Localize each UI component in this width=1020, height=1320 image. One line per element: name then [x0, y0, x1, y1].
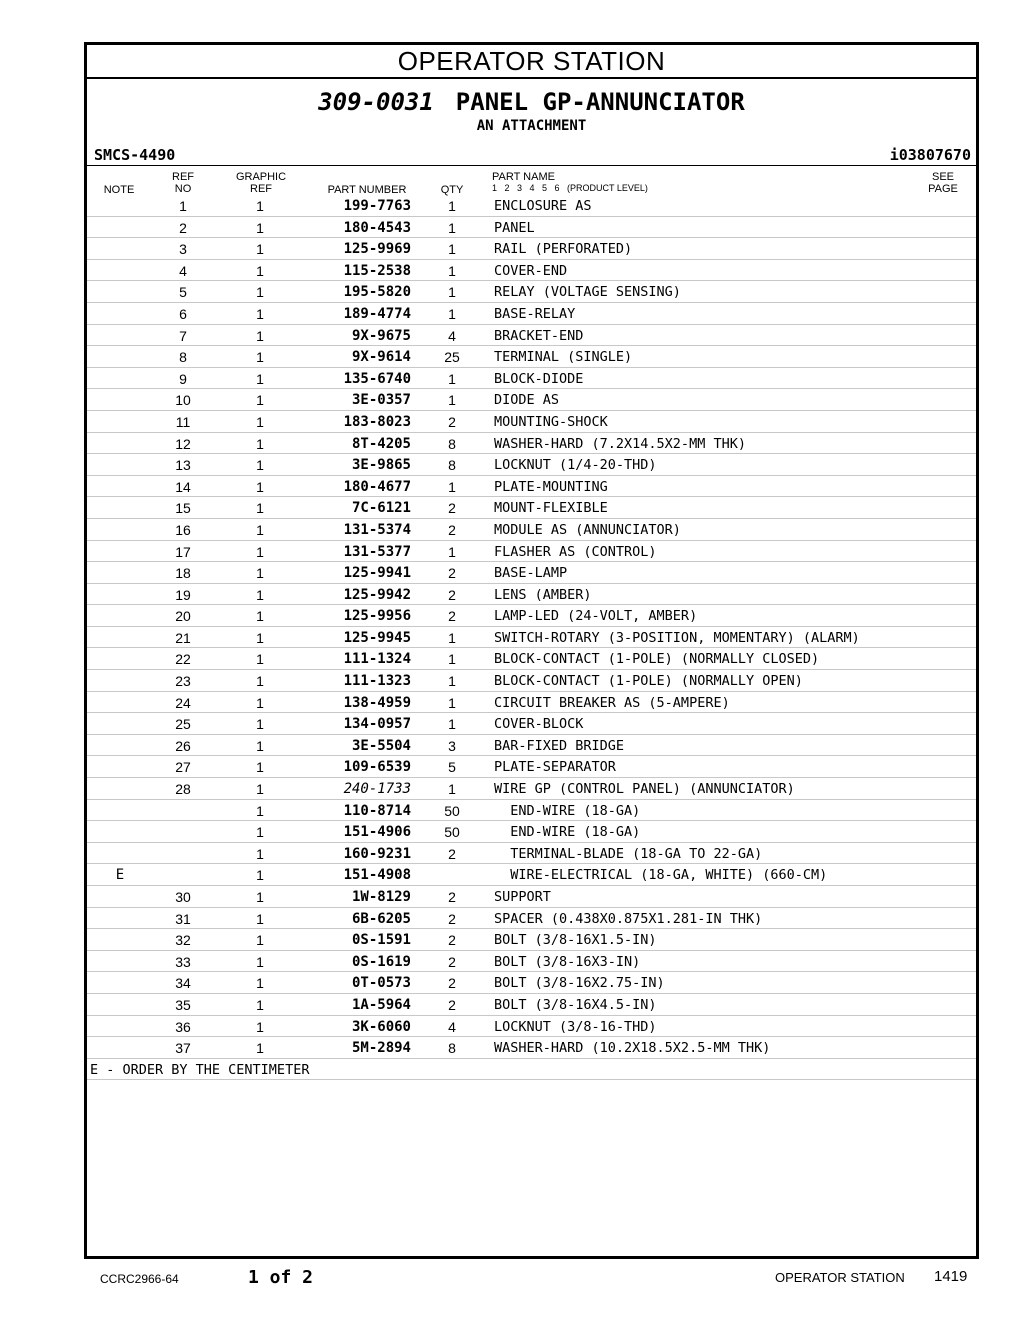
- row-graphic-ref: 1: [256, 889, 264, 905]
- row-ref-no: 11: [175, 413, 191, 430]
- row-qty: 1: [448, 370, 456, 387]
- row-part-number: 125-9941: [343, 565, 411, 582]
- row-ref-no: 28: [175, 781, 191, 798]
- table-row: [87, 821, 976, 843]
- row-graphic-ref: 1: [256, 824, 264, 841]
- row-part-name: BLOCK-CONTACT (1-POLE) (NORMALLY CLOSED): [494, 651, 820, 668]
- row-ref-no: 21: [175, 629, 191, 646]
- row-ref-no: 23: [175, 673, 191, 690]
- row-ref-no: 24: [175, 694, 191, 711]
- row-part-number: 111-1324: [343, 651, 411, 668]
- row-ref-no: 26: [175, 737, 191, 754]
- row-qty: 2: [448, 500, 456, 517]
- doc-code: CCRC2966-64: [100, 1272, 179, 1286]
- smcs-code: SMCS-4490: [94, 146, 176, 164]
- row-part-number: 189-4774: [343, 305, 411, 322]
- row-qty: 50: [444, 824, 460, 841]
- row-graphic-ref: 1: [256, 586, 264, 603]
- row-part-name: BAR-FIXED BRIDGE: [494, 737, 625, 754]
- row-part-name: PLATE-SEPARATOR: [494, 759, 616, 776]
- row-part-name: TERMINAL (SINGLE): [494, 349, 633, 366]
- row-part-name: MOUNTING-SHOCK: [494, 413, 608, 430]
- row-part-number: 135-6740: [343, 370, 411, 387]
- row-graphic-ref: 1: [256, 219, 264, 236]
- row-qty: 1: [448, 262, 456, 279]
- table-row: [87, 519, 976, 541]
- row-graphic-ref: 1: [256, 673, 264, 690]
- row-part-name: END-WIRE (18-GA): [494, 802, 641, 819]
- table-row: [87, 713, 976, 735]
- row-part-number: 151-4908: [343, 867, 411, 884]
- parts-list-frame: [84, 42, 979, 1259]
- row-qty: 1: [448, 781, 456, 798]
- table-row: [87, 346, 976, 368]
- row-graphic-ref: 1: [256, 327, 264, 344]
- row-graphic-ref: 1: [256, 305, 264, 322]
- row-qty: 2: [448, 975, 456, 992]
- row-graphic-ref: 1: [256, 651, 264, 668]
- row-qty: 2: [448, 413, 456, 430]
- col-graphic-top: GRAPHIC: [235, 171, 287, 183]
- row-part-number: 9X-9675: [351, 327, 411, 344]
- row-part-number: 125-9969: [343, 241, 411, 258]
- table-row: [87, 411, 976, 433]
- footer-station: OPERATOR STATION: [775, 1270, 905, 1285]
- group-name: PANEL GP-ANNUNCIATOR: [455, 88, 745, 116]
- row-part-name: PANEL: [494, 219, 535, 236]
- col-see-top: SEE: [931, 171, 954, 183]
- row-graphic-ref: 1: [256, 392, 264, 409]
- row-graphic-ref: 1: [256, 284, 264, 301]
- row-part-name: LOCKNUT (3/8-16-THD): [494, 1018, 657, 1035]
- row-part-name: TERMINAL-BLADE (18-GA TO 22-GA): [494, 845, 763, 862]
- row-ref-no: 4: [179, 262, 187, 279]
- row-qty: 8: [448, 457, 456, 474]
- col-part-number: PART NUMBER: [327, 184, 407, 196]
- row-graphic-ref: 1: [256, 370, 264, 387]
- row-graphic-ref: 1: [256, 241, 264, 258]
- row-ref-no: 31: [175, 910, 191, 927]
- row-part-name: WASHER-HARD (7.2X14.5X2-MM THK): [494, 435, 746, 452]
- row-qty: 2: [448, 608, 456, 625]
- row-graphic-ref: 1: [256, 932, 264, 949]
- row-graphic-ref: 1: [256, 198, 264, 214]
- row-qty: 2: [448, 932, 456, 949]
- page-number: 1419: [934, 1268, 968, 1285]
- row-graphic-ref: 1: [256, 521, 264, 538]
- col-product-level: 1 2 3 4 5 6 (PRODUCT LEVEL): [492, 183, 648, 193]
- row-note: E: [115, 867, 125, 884]
- col-qty: QTY: [440, 184, 464, 196]
- row-qty: 2: [448, 910, 456, 927]
- station-title: OPERATOR STATION: [87, 45, 976, 79]
- header-divider: [87, 165, 976, 166]
- col-note: NOTE: [103, 184, 135, 196]
- table-row: [87, 1037, 976, 1059]
- col-graphic-bottom: REF: [250, 183, 272, 195]
- row-part-number: 110-8714: [343, 802, 411, 819]
- group-number: 309-0031: [318, 88, 434, 116]
- row-part-name: SUPPORT: [494, 889, 551, 905]
- row-qty: 2: [448, 996, 456, 1013]
- row-part-number: 195-5820: [343, 284, 411, 301]
- row-part-name: RAIL (PERFORATED): [494, 241, 633, 258]
- row-ref-no: 34: [175, 975, 191, 992]
- table-row: [87, 843, 976, 865]
- row-part-name: WIRE-ELECTRICAL (18-GA, WHITE) (660-CM): [494, 867, 828, 884]
- row-part-number: 131-5374: [343, 521, 411, 538]
- row-part-name: BOLT (3/8-16X4.5-IN): [494, 996, 657, 1013]
- row-part-name: SPACER (0.438X0.875X1.281-IN THK): [494, 910, 763, 927]
- table-row: [87, 389, 976, 411]
- row-ref-no: 14: [175, 478, 191, 495]
- row-qty: 1: [448, 478, 456, 495]
- row-part-number: 115-2538: [343, 262, 411, 279]
- row-graphic-ref: 1: [256, 694, 264, 711]
- row-qty: 2: [448, 565, 456, 582]
- row-graphic-ref: 1: [256, 413, 264, 430]
- row-graphic-ref: 1: [256, 435, 264, 452]
- row-ref-no: 13: [175, 457, 191, 474]
- table-row: [87, 325, 976, 347]
- row-part-name: WASHER-HARD (10.2X18.5X2.5-MM THK): [494, 1040, 771, 1057]
- row-ref-no: 25: [175, 716, 191, 733]
- row-ref-no: 16: [175, 521, 191, 538]
- row-part-name: END-WIRE (18-GA): [494, 824, 641, 841]
- footnote-row: [87, 1059, 976, 1081]
- row-ref-no: 10: [175, 392, 191, 409]
- row-qty: 5: [448, 759, 456, 776]
- row-qty: 1: [448, 716, 456, 733]
- row-part-name: WIRE GP (CONTROL PANEL) (ANNUNCIATOR): [494, 781, 795, 798]
- row-graphic-ref: 1: [256, 1040, 264, 1057]
- table-row: [87, 238, 976, 260]
- table-row: [87, 692, 976, 714]
- table-row: [87, 476, 976, 498]
- table-row: [87, 951, 976, 973]
- table-row: [87, 281, 976, 303]
- table-row: [87, 929, 976, 951]
- row-part-name: FLASHER AS (CONTROL): [494, 543, 657, 560]
- row-part-name: LAMP-LED (24-VOLT, AMBER): [494, 608, 698, 625]
- row-part-name: BOLT (3/8-16X3-IN): [494, 953, 641, 970]
- row-part-name: LOCKNUT (1/4-20-THD): [494, 457, 657, 474]
- row-ref-no: 15: [175, 500, 191, 517]
- row-qty: 3: [448, 737, 456, 754]
- row-part-number: 180-4543: [343, 219, 411, 236]
- table-row: [87, 670, 976, 692]
- row-part-number: 3E-9865: [351, 457, 411, 474]
- row-part-number: 3K-6060: [351, 1018, 411, 1035]
- table-row: [87, 972, 976, 994]
- row-part-name: BOLT (3/8-16X2.75-IN): [494, 975, 665, 992]
- row-graphic-ref: 1: [256, 608, 264, 625]
- row-part-number: 134-0957: [343, 716, 411, 733]
- row-part-name: BASE-RELAY: [494, 305, 576, 322]
- table-row: [87, 497, 976, 519]
- table-row: [87, 756, 976, 778]
- footnote: E - ORDER BY THE CENTIMETER: [90, 1061, 310, 1078]
- row-part-number: 138-4959: [343, 694, 411, 711]
- row-graphic-ref: 1: [256, 975, 264, 992]
- row-part-number: 199-7763: [343, 198, 411, 214]
- row-ref-no: 35: [175, 996, 191, 1013]
- row-ref-no: 36: [175, 1018, 191, 1035]
- row-graphic-ref: 1: [256, 543, 264, 560]
- row-part-name: LENS (AMBER): [494, 586, 592, 603]
- row-qty: 1: [448, 392, 456, 409]
- row-qty: 25: [444, 349, 460, 366]
- row-ref-no: 30: [175, 889, 191, 905]
- row-graphic-ref: 1: [256, 478, 264, 495]
- row-ref-no: 33: [175, 953, 191, 970]
- row-part-name: MOUNT-FLEXIBLE: [494, 500, 608, 517]
- row-qty: 1: [448, 284, 456, 301]
- row-part-number: 6B-6205: [351, 910, 411, 927]
- row-qty: 50: [444, 802, 460, 819]
- row-part-name: ENCLOSURE AS: [494, 198, 592, 214]
- row-part-number: 0S-1619: [351, 953, 411, 970]
- table-row: [87, 994, 976, 1016]
- col-part-name: PART NAME: [492, 171, 555, 183]
- row-ref-no: 5: [179, 284, 187, 301]
- row-graphic-ref: 1: [256, 845, 264, 862]
- row-part-name: SWITCH-ROTARY (3-POSITION, MOMENTARY) (ALARM): [494, 629, 860, 646]
- row-part-name: BASE-LAMP: [494, 565, 568, 582]
- row-part-number: 125-9945: [343, 629, 411, 646]
- row-ref-no: 3: [179, 241, 187, 258]
- row-part-name: BLOCK-CONTACT (1-POLE) (NORMALLY OPEN): [494, 673, 803, 690]
- row-qty: 2: [448, 953, 456, 970]
- row-graphic-ref: 1: [256, 349, 264, 366]
- page-of: 1 of 2: [248, 1267, 314, 1288]
- row-ref-no: 27: [175, 759, 191, 776]
- table-row: [87, 303, 976, 325]
- row-part-name: DIODE AS: [494, 392, 560, 409]
- table-row: [87, 584, 976, 606]
- group-subtitle: AN ATTACHMENT: [476, 118, 587, 134]
- row-qty: 1: [448, 651, 456, 668]
- col-ref-top: REF: [172, 171, 194, 183]
- table-row: [87, 454, 976, 476]
- row-graphic-ref: 1: [256, 457, 264, 474]
- row-graphic-ref: 1: [256, 1018, 264, 1035]
- row-ref-no: 17: [175, 543, 191, 560]
- row-graphic-ref: 1: [256, 996, 264, 1013]
- table-row: [87, 778, 976, 800]
- row-part-name: COVER-END: [494, 262, 568, 279]
- row-graphic-ref: 1: [256, 716, 264, 733]
- row-part-name: BRACKET-END: [494, 327, 584, 344]
- row-graphic-ref: 1: [256, 737, 264, 754]
- table-row: [87, 541, 976, 563]
- row-part-name: RELAY (VOLTAGE SENSING): [494, 284, 681, 301]
- row-ref-no: 1: [179, 198, 187, 214]
- row-part-number: 1W-8129: [351, 889, 411, 905]
- row-part-number: 111-1323: [343, 673, 411, 690]
- row-part-name: PLATE-MOUNTING: [494, 478, 608, 495]
- table-row: [87, 627, 976, 649]
- table-row: [87, 217, 976, 239]
- row-part-number: 183-8023: [343, 413, 411, 430]
- row-part-number: 160-9231: [343, 845, 411, 862]
- table-row: [87, 908, 976, 930]
- row-qty: 4: [448, 1018, 456, 1035]
- row-graphic-ref: 1: [256, 867, 264, 884]
- row-qty: 8: [448, 1040, 456, 1057]
- row-part-number: 131-5377: [343, 543, 411, 560]
- row-qty: 2: [448, 586, 456, 603]
- row-qty: 1: [448, 629, 456, 646]
- row-ref-no: 12: [175, 435, 191, 452]
- table-row: [87, 800, 976, 822]
- row-qty: 1: [448, 694, 456, 711]
- row-part-number: 3E-0357: [351, 392, 411, 409]
- row-qty: 2: [448, 521, 456, 538]
- row-graphic-ref: 1: [256, 802, 264, 819]
- row-ref-no: 8: [179, 349, 187, 366]
- row-ref-no: 6: [179, 305, 187, 322]
- row-graphic-ref: 1: [256, 759, 264, 776]
- col-ref-bottom: NO: [174, 183, 192, 195]
- row-part-number: 3E-5504: [351, 737, 411, 754]
- illustration-id: i03807670: [889, 146, 971, 164]
- table-row: [87, 735, 976, 757]
- row-qty: 8: [448, 435, 456, 452]
- row-qty: 1: [448, 241, 456, 258]
- row-part-number: 240-1733: [343, 781, 411, 798]
- table-row: [87, 1016, 976, 1038]
- row-part-number: 5M-2894: [351, 1040, 411, 1057]
- row-graphic-ref: 1: [256, 629, 264, 646]
- row-part-name: CIRCUIT BREAKER AS (5-AMPERE): [494, 694, 730, 711]
- row-part-number: 109-6539: [343, 759, 411, 776]
- row-ref-no: 2: [179, 219, 187, 236]
- row-ref-no: 9: [179, 370, 187, 387]
- row-qty: 2: [448, 889, 456, 905]
- row-part-number: 151-4906: [343, 824, 411, 841]
- row-part-number: 125-9942: [343, 586, 411, 603]
- row-part-number: 0S-1591: [351, 932, 411, 949]
- row-part-number: 125-9956: [343, 608, 411, 625]
- row-qty: 2: [448, 845, 456, 862]
- row-ref-no: 32: [175, 932, 191, 949]
- row-part-name: BLOCK-DIODE: [494, 370, 584, 387]
- row-qty: 1: [448, 198, 456, 214]
- row-graphic-ref: 1: [256, 953, 264, 970]
- row-ref-no: 20: [175, 608, 191, 625]
- row-graphic-ref: 1: [256, 262, 264, 279]
- row-part-name: COVER-BLOCK: [494, 716, 584, 733]
- row-ref-no: 37: [175, 1040, 191, 1057]
- row-ref-no: 22: [175, 651, 191, 668]
- row-ref-no: 19: [175, 586, 191, 603]
- row-qty: 1: [448, 219, 456, 236]
- col-see-bottom: PAGE: [928, 183, 958, 195]
- table-row: [87, 562, 976, 584]
- row-part-number: 180-4677: [343, 478, 411, 495]
- table-row: [87, 605, 976, 627]
- row-qty: 1: [448, 543, 456, 560]
- row-graphic-ref: 1: [256, 500, 264, 517]
- table-row: [87, 648, 976, 670]
- row-graphic-ref: 1: [256, 565, 264, 582]
- table-row: [87, 195, 976, 217]
- row-ref-no: 18: [175, 565, 191, 582]
- table-row: [87, 368, 976, 390]
- row-part-number: 1A-5964: [351, 996, 411, 1013]
- table-row: [87, 864, 976, 886]
- row-part-name: MODULE AS (ANNUNCIATOR): [494, 521, 681, 538]
- row-qty: 4: [448, 327, 456, 344]
- table-row: [87, 886, 976, 908]
- parts-table: [87, 195, 976, 1080]
- row-part-number: 7C-6121: [351, 500, 411, 517]
- row-graphic-ref: 1: [256, 910, 264, 927]
- group-title: [87, 87, 976, 117]
- row-part-number: 9X-9614: [351, 349, 411, 366]
- table-row: [87, 433, 976, 455]
- row-part-name: BOLT (3/8-16X1.5-IN): [494, 932, 657, 949]
- row-ref-no: 7: [179, 327, 187, 344]
- row-graphic-ref: 1: [256, 781, 264, 798]
- row-part-number: 0T-0573: [351, 975, 411, 992]
- row-part-number: 8T-4205: [351, 435, 411, 452]
- table-row: [87, 260, 976, 282]
- row-qty: 1: [448, 673, 456, 690]
- row-qty: 1: [448, 305, 456, 322]
